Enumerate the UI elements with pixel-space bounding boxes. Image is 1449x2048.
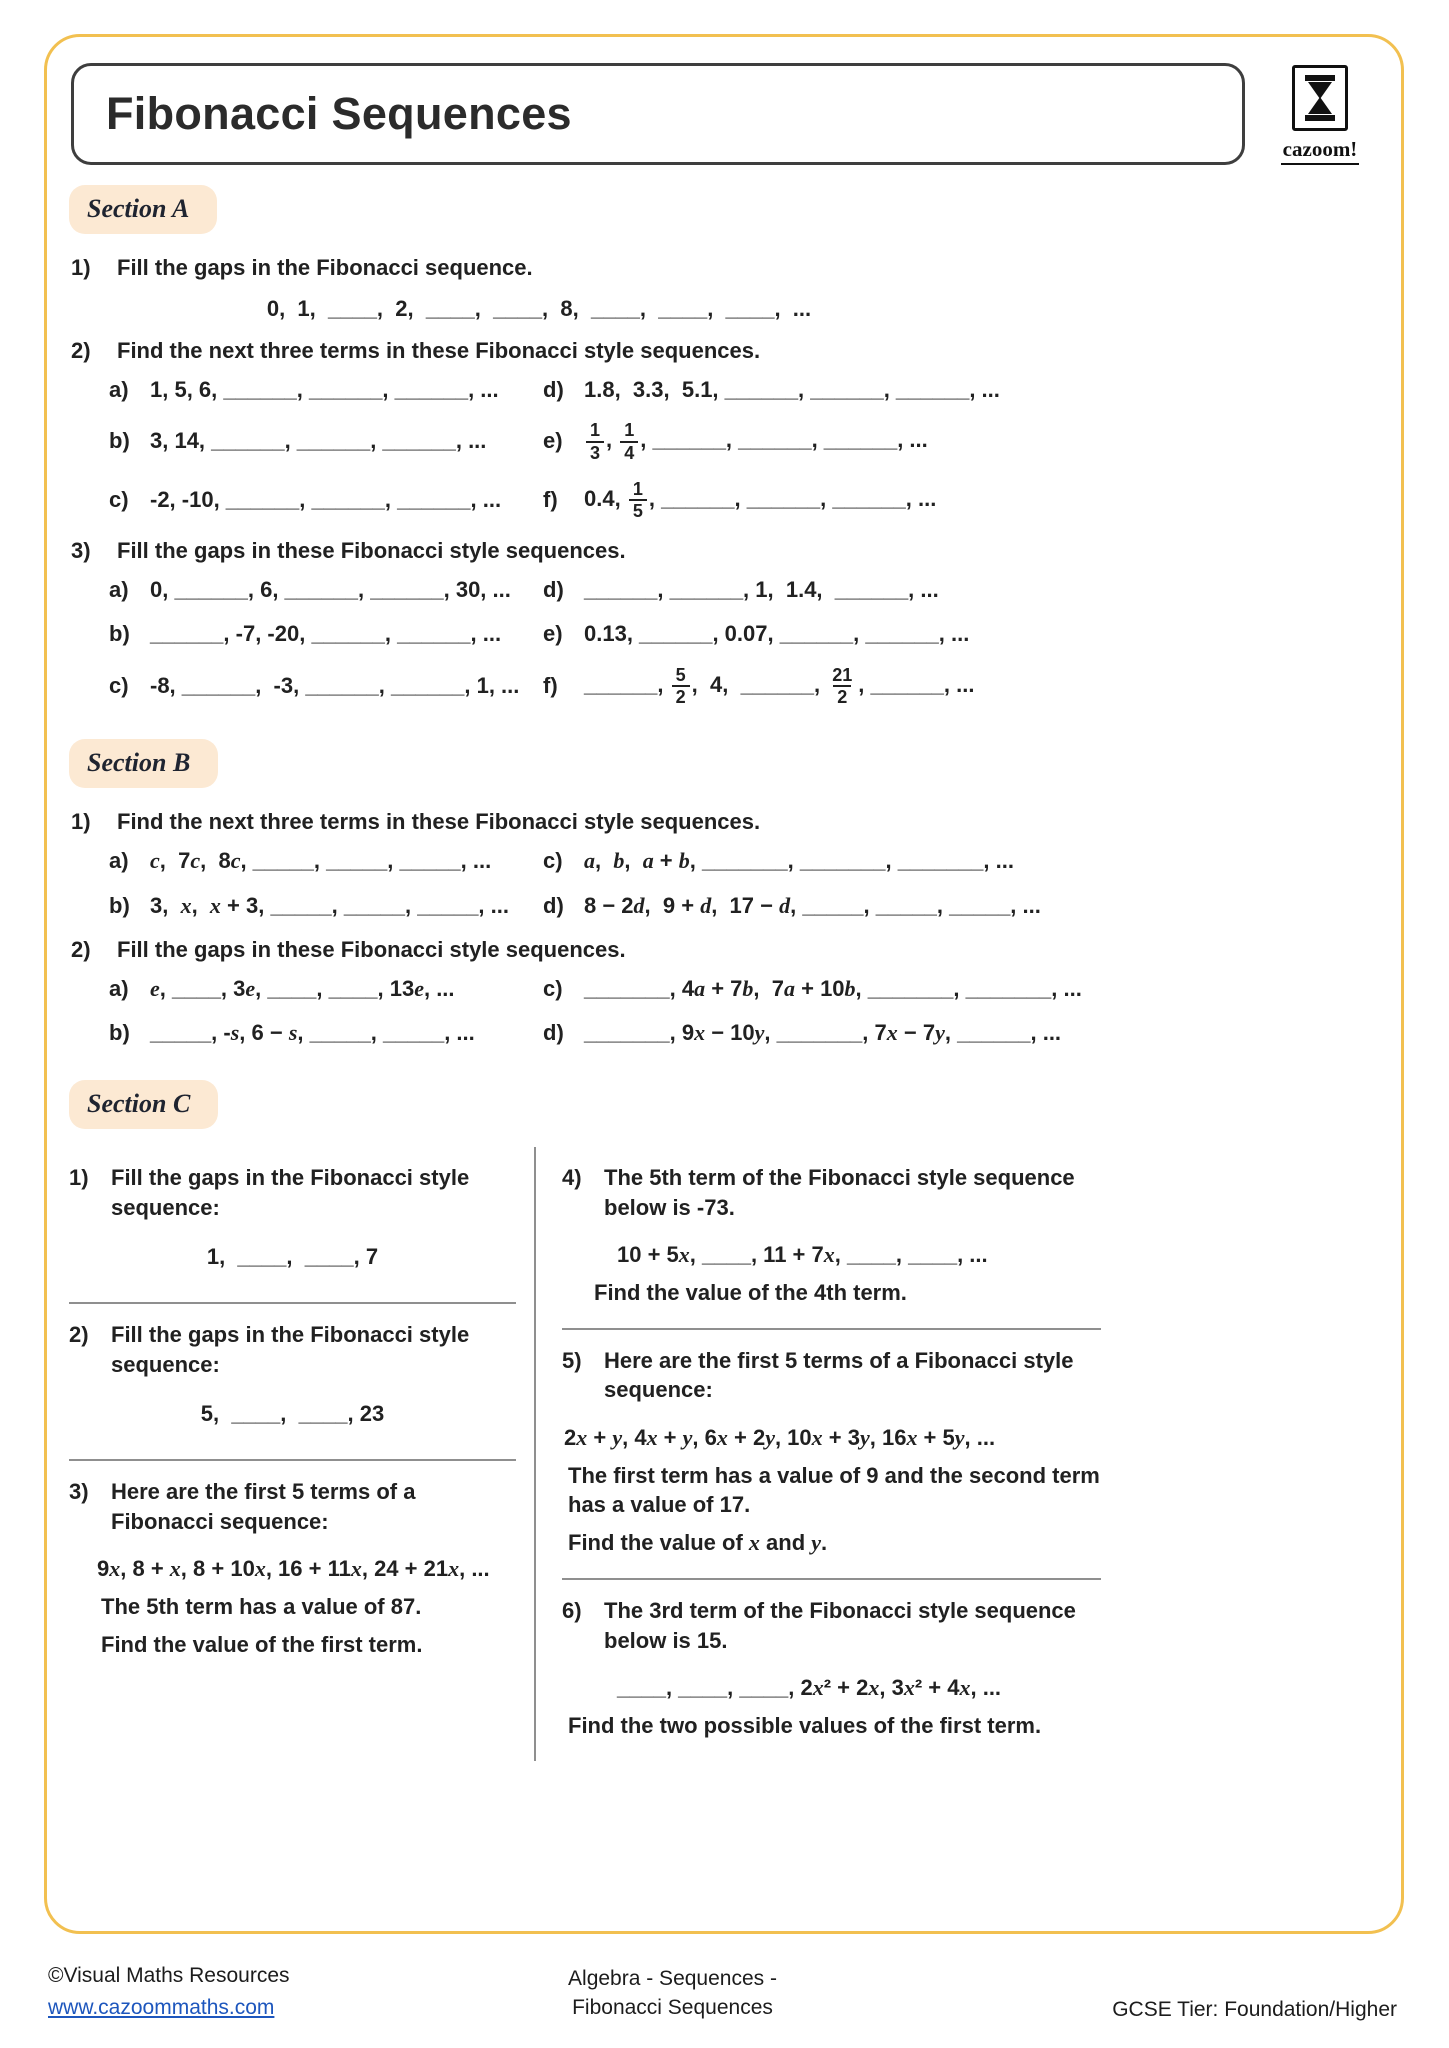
item-label: c): [109, 486, 129, 512]
item-label: d): [543, 376, 564, 402]
item-label: e): [543, 428, 563, 454]
section-b: [69, 723, 1379, 1048]
section-c-right-column: [534, 1147, 1101, 1761]
question-number: 1): [71, 809, 91, 835]
question-c6-head: [562, 1596, 1101, 1655]
question-c1: [69, 1147, 516, 1304]
item-sequence: $\frac{1}{3}$ , $\frac{1}{4}$ , ______, ______, ______, ...: [584, 420, 928, 462]
sequence-item: [543, 975, 1379, 1004]
question-note: Find the two possible values of the first term.: [568, 1712, 1042, 1738]
question-text: Fill the gaps in these Fibonacci style sequences.: [117, 937, 626, 963]
worksheet-footer: [48, 1961, 1397, 2022]
sequence-item: [109, 975, 543, 1004]
sequence-line: 2x + y, 4x + y, 6x + 2y, 10x + 3y, 16x + 5y, ...: [564, 1425, 996, 1451]
question-number: 3): [71, 538, 91, 564]
sequence-line: 0, 1, ____, 2, ____, ____, 8, ____, ____, ____, ...: [266, 295, 812, 321]
subject-line-1: Algebra - Sequences -: [568, 1967, 777, 1991]
item-label: b): [109, 428, 130, 454]
footer-left: [48, 1961, 348, 2022]
sequence-line: 1, ____, ____, 7: [206, 1244, 379, 1270]
question-c3: [69, 1461, 516, 1679]
sequence-item: [109, 847, 543, 876]
item-label: c): [543, 847, 563, 873]
question-number: 4): [562, 1164, 582, 1190]
item-label: d): [543, 1020, 564, 1046]
item-sequence: c, 7c, 8c, _____, _____, _____, ...: [150, 847, 492, 873]
subject-line-2: Fibonacci Sequences: [572, 1995, 773, 2019]
question-a3: [71, 537, 1379, 566]
sequence-item: [109, 376, 543, 405]
section-c-label: [69, 1080, 218, 1129]
item-label: f): [543, 672, 558, 698]
question-a2-items: [109, 376, 1379, 521]
question-c4: [562, 1147, 1101, 1330]
question-number: 6): [562, 1597, 582, 1623]
item-sequence: 0.4, $\frac{1}{5}$ , ______, ______, ______, ...: [584, 478, 937, 521]
logo-wordmark: cazoom!: [1281, 135, 1360, 165]
sequence-item: [109, 892, 543, 921]
item-label: b): [109, 892, 130, 918]
page-title: Fibonacci Sequences: [106, 88, 572, 139]
item-sequence: a, b, a + b, _______, _______, _______, ...: [584, 847, 1014, 873]
question-text: Find the next three terms in these Fibonacci style sequences.: [117, 809, 761, 835]
section-a: [69, 169, 1379, 707]
question-b2: [71, 936, 1379, 965]
sequence-item: [543, 1019, 1379, 1048]
section-a-label-text: Section A: [87, 194, 190, 223]
tier-label: GCSE Tier: Foundation/Higher: [1112, 1998, 1397, 2021]
section-b-label: [69, 739, 218, 788]
sequence-line: 9x, 8 + x, 8 + 10x, 16 + 11x, 24 + 21x, ...: [97, 1556, 490, 1582]
question-number: 3): [69, 1479, 89, 1505]
item-label: a): [109, 847, 129, 873]
question-number: 2): [69, 1322, 89, 1347]
item-sequence: 3, 14, ______, ______, ______, ...: [150, 428, 487, 454]
item-label: f): [543, 486, 558, 512]
section-c-left-column: [69, 1147, 534, 1761]
sequence-item: [543, 847, 1379, 876]
question-c2: [69, 1304, 516, 1461]
item-sequence: _____, -s, 6 − s, _____, _____, ...: [150, 1020, 475, 1046]
item-label: c): [109, 672, 129, 698]
item-sequence: 8 − 2d, 9 + d, 17 − d, _____, _____, _____, ...: [584, 892, 1041, 918]
question-c4-head: [562, 1163, 1101, 1222]
question-text: Fill the gaps in these Fibonacci style sequences.: [117, 538, 626, 564]
sequence-line: 10 + 5x, ____, 11 + 7x, ____, ____, ...: [617, 1242, 988, 1268]
question-b2-items: [109, 975, 1379, 1048]
item-label: b): [109, 1020, 130, 1046]
item-label: c): [543, 975, 563, 1001]
sequence-item: [109, 620, 543, 649]
hourglass-icon: [1292, 65, 1348, 131]
question-text: Here are the first 5 terms of a Fibonacci style sequence:: [604, 1347, 1074, 1403]
item-sequence: ______, ______, 1, 1.4, ______, ...: [584, 576, 939, 602]
item-sequence: 1.8, 3.3, 5.1, ______, ______, ______, ...: [584, 376, 1000, 402]
item-sequence: ______, $\frac{5}{2}$ , 4, ______, $\frac{21}{2}$ , ______, ...: [584, 664, 975, 708]
sequence-item: [109, 576, 543, 605]
title-box: [71, 63, 1245, 165]
question-note: The 5th term has a value of 87.: [101, 1594, 422, 1620]
question-c5-head: [562, 1346, 1101, 1405]
sequence-item: [543, 576, 1379, 605]
item-label: a): [109, 376, 129, 402]
copyright-text: ©Visual Maths Resources: [48, 1964, 290, 1988]
question-a2: [71, 337, 1379, 366]
sequence-item: [543, 620, 1379, 649]
sequence-item: [543, 479, 1379, 521]
question-text: Here are the first 5 terms of a Fibonacci sequence:: [111, 1479, 416, 1534]
question-text: Fill the gaps in the Fibonacci sequence.: [117, 255, 533, 280]
website-link[interactable]: www.cazoommaths.com: [48, 1995, 275, 2019]
question-number: 1): [69, 1164, 89, 1190]
section-c-grid: [69, 1147, 1101, 1761]
sequence-item: [543, 892, 1379, 921]
question-c3-head: [69, 1477, 516, 1536]
question-text: Fill the gaps in the Fibonacci style sequence:: [111, 1322, 470, 1377]
question-c6: [562, 1580, 1101, 1761]
section-b-label-text: Section B: [87, 748, 191, 778]
question-a1: [71, 254, 1379, 283]
sequence-item: [543, 665, 1379, 707]
section-c-label-text: Section C: [87, 1088, 191, 1118]
worksheet-frame: [44, 34, 1404, 1934]
question-note: Find the value of x and y.: [568, 1530, 828, 1556]
item-sequence: 0, ______, 6, ______, ______, 30, ...: [150, 576, 511, 602]
question-text: The 5th term of the Fibonacci style sequence below is -73.: [604, 1164, 1075, 1220]
sequence-item: [543, 376, 1379, 405]
question-number: 1): [71, 255, 91, 280]
footer-subject: [348, 1965, 997, 2022]
sequence-line: ____, ____, ____, 2x² + 2x, 3x² + 4x, ...: [617, 1675, 1002, 1701]
item-label: b): [109, 621, 130, 647]
question-number: 2): [71, 338, 91, 364]
question-note: The first term has a value of 9 and the second term has a value of 17.: [568, 1462, 1100, 1518]
question-c5: [562, 1330, 1101, 1580]
sequence-item: [109, 1019, 543, 1048]
question-note: Find the value of the first term.: [101, 1631, 423, 1657]
cazoom-logo: [1265, 63, 1375, 165]
sequence-item: [109, 665, 543, 707]
question-b1-items: [109, 847, 1379, 920]
sequence-item: [109, 479, 543, 521]
question-number: 5): [562, 1347, 582, 1373]
item-label: a): [109, 975, 129, 1001]
item-sequence: 3, x, x + 3, _____, _____, _____, ...: [150, 892, 509, 918]
item-sequence: 1, 5, 6, ______, ______, ______, ...: [150, 376, 499, 402]
question-c1-head: [69, 1163, 516, 1222]
item-sequence: _______, 9x − 10y, _______, 7x − 7y, ______, ...: [584, 1020, 1062, 1046]
sequence-item: [543, 420, 1379, 462]
item-sequence: -2, -10, ______, ______, ______, ...: [150, 486, 502, 512]
sequence-item: [109, 420, 543, 462]
question-note: Find the value of the 4th term.: [594, 1280, 907, 1305]
section-a-label: [69, 185, 217, 234]
item-label: d): [543, 892, 564, 918]
section-c: [69, 1064, 1379, 1761]
item-sequence: -8, ______, -3, ______, ______, 1, ...: [150, 672, 520, 698]
item-label: e): [543, 621, 563, 647]
item-label: a): [109, 576, 129, 602]
question-text: Fill the gaps in the Fibonacci style sequence:: [111, 1164, 470, 1220]
question-text: The 3rd term of the Fibonacci style sequence below is 15.: [604, 1597, 1076, 1653]
item-label: d): [543, 576, 564, 602]
question-c2-head: [69, 1320, 516, 1379]
item-sequence: 0.13, ______, 0.07, ______, ______, ...: [584, 621, 970, 647]
worksheet-header: [71, 63, 1375, 165]
question-b1: [71, 808, 1379, 837]
item-sequence: ______, -7, -20, ______, ______, ...: [150, 621, 502, 647]
question-number: 2): [71, 937, 91, 963]
item-sequence: _______, 4a + 7b, 7a + 10b, _______, _______, ...: [584, 975, 1082, 1001]
sequence-line: 5, ____, ____, 23: [200, 1401, 385, 1427]
question-text: Find the next three terms in these Fibonacci style sequences.: [117, 338, 761, 364]
item-sequence: e, ____, 3e, ____, ____, 13e, ...: [150, 975, 455, 1001]
question-a3-items: [109, 576, 1379, 708]
